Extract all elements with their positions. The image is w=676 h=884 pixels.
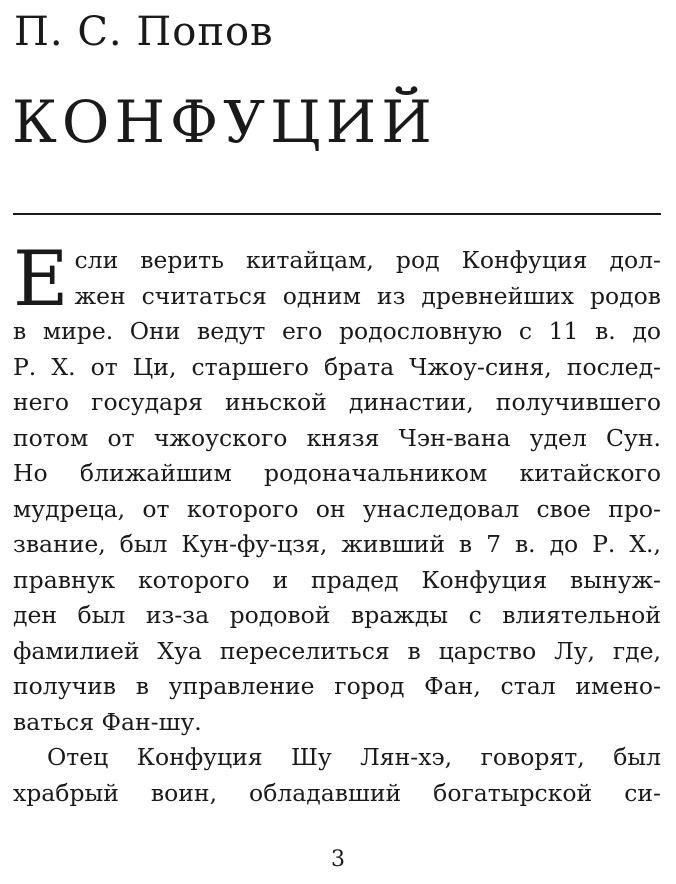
text-line: в мире. Они ведут его родословную с 11 в. до bbox=[13, 317, 661, 345]
text-line: фамилией Хуа переселиться в царство Лу, где, bbox=[13, 636, 661, 665]
body-text bbox=[13, 234, 661, 811]
text-line: сли верить китайцам, род Конфуция дол- bbox=[74, 246, 661, 274]
text-line: получив в управление город Фан, стал имено- bbox=[13, 672, 661, 700]
chapter-title: КОНФУЦИЙ bbox=[12, 88, 437, 156]
text-line: Но ближайшим родоначальником китайского bbox=[13, 459, 661, 487]
author-name: П. С. Попов bbox=[14, 9, 274, 55]
text-line: мудреца, от которого он унаследовал свое про- bbox=[13, 494, 661, 523]
text-line: ден был из-за родовой вражды с влиятельной bbox=[13, 601, 661, 629]
text-line: ваться Фан-шу. bbox=[13, 707, 202, 736]
text-line: жен считаться одним из древнейших родов bbox=[74, 281, 661, 310]
drop-cap: Е bbox=[13, 234, 69, 323]
paragraph-2 bbox=[13, 740, 661, 811]
text-line: храбрый воин, обладавший богатырской си- bbox=[13, 778, 661, 807]
text-line: звание, был Кун-фу-цзя, живший в 7 в. до Р. Х., bbox=[13, 530, 661, 558]
page-number: 3 bbox=[331, 847, 345, 872]
text-line: Отец Конфуция Шу Лян-хэ, говорят, был bbox=[47, 743, 661, 771]
text-line: Р. Х. от Ци, старшего брата Чжоу-синя, послед- bbox=[13, 352, 661, 381]
text-line: правнук которого и прадед Конфуция вынуж- bbox=[13, 565, 661, 594]
title-divider bbox=[13, 213, 661, 215]
text-line: потом от чжоуского князя Чэн-вана удел Сун. bbox=[13, 423, 661, 452]
text-line: него государя иньской династии, получившего bbox=[13, 388, 661, 416]
paragraph-1 bbox=[13, 234, 661, 740]
